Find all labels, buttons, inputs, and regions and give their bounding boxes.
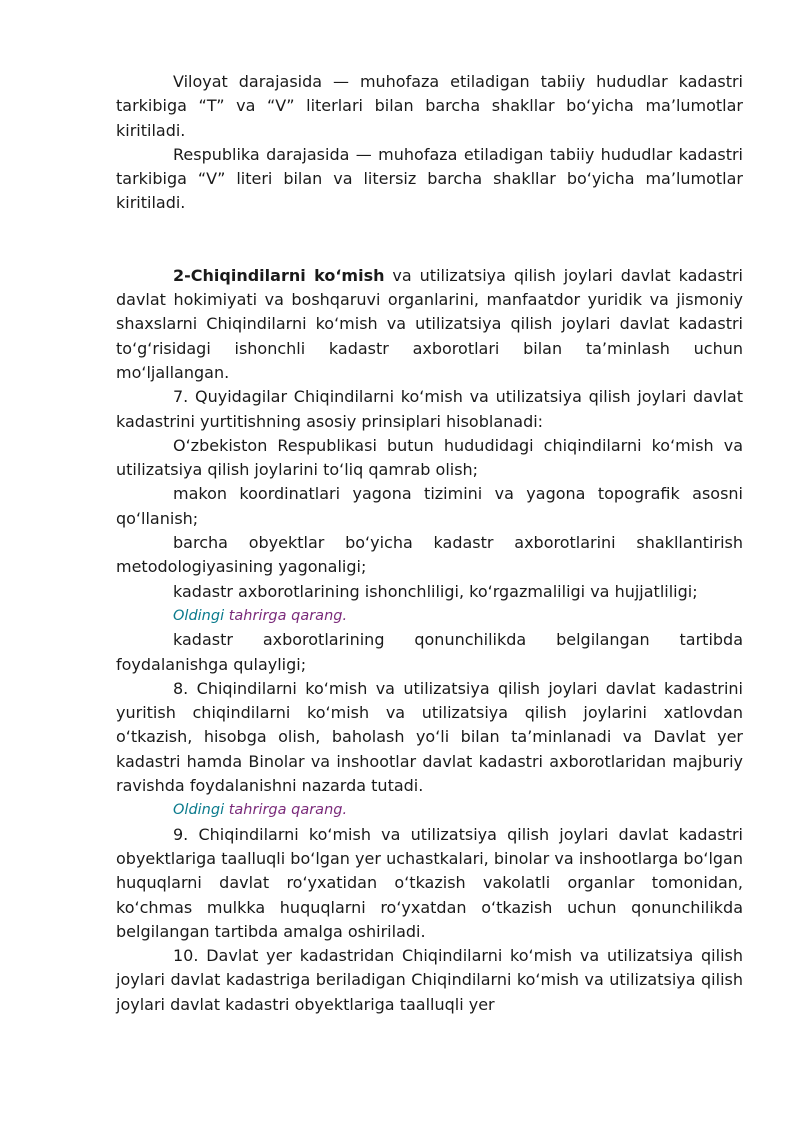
- paragraph-principle-methodology: barcha obyektlar bo‘yicha kadastr axborotlarini shakllantirish metodologiyasining yagonaligi;: [116, 533, 743, 577]
- previous-edition-link[interactable]: Oldingi: [173, 607, 225, 624]
- paragraph-item-9: 9. Chiqindilarni ko‘mish va utilizatsiya qilish joylari davlat kadastri obyektlariga taalluqli bo‘lgan yer uchastkalari, binolar va inshootlarga bo‘lgan huquqlarni davlat ro‘yxatidan o‘tkazish vakolatli organlar tomonidan, ko‘chmas mulkka huquqlarni ro‘yxatdan o‘tkazish uchun qonunchilikda belgilangan tartibda amalga oshiriladi.: [116, 824, 743, 941]
- paragraph-item-8: 8. Chiqindilarni ko‘mish va utilizatsiya qilish joylari davlat kadastrini yuritish chiqindilarni ko‘mish va utilizatsiya qilish joylarini xatlovdan o‘tkazish, hisobga olish, baholash yo‘li bilan ta’minlanadi va Davlat yer kadastri hamda Binolar va inshootlar davlat kadastri axborotlaridan majburiy ravishda foydalanishni nazarda tutadi.: [116, 678, 743, 796]
- previous-edition-link[interactable]: Oldingi: [173, 802, 225, 819]
- paragraph-item-7: 7. Quyidagilar Chiqindilarni ko‘mish va utilizatsiya qilish joylari davlat kadastrini yurtitishning asosiy prinsiplari hisoblanadi:: [116, 387, 743, 431]
- paragraph-section-2: [116, 264, 743, 385]
- previous-edition-link-text[interactable]: tahrirga qarang.: [224, 607, 348, 624]
- paragraph-principle-reliability: kadastr axborotlarining ishonchliligi, ko‘rgazmaliligi va hujjatliligi;: [173, 581, 698, 601]
- paragraph-principle-coordinates: makon koordinatlari yagona tizimini va yagona topografik asosni qo‘llanish;: [116, 484, 743, 528]
- document-page: [116, 70, 743, 1017]
- paragraph-respublika: Respublika darajasida — muhofaza etiladigan tabiiy hududlar kadastri tarkibiga “V” literi bilan va litersiz barcha shakllar bo‘yicha ma’lumotlar kiritiladi.: [116, 144, 743, 213]
- paragraph-viloyat: Viloyat darajasida — muhofaza etiladigan tabiiy hududlar kadastri tarkibiga “T” va “V” literlari bilan barcha shakllar bo‘yicha ma’lumotlar kiritiladi.: [116, 72, 743, 140]
- paragraph-item-10: 10. Davlat yer kadastridan Chiqindilarni ko‘mish va utilizatsiya qilish joylari davlat kadastriga beriladigan Chiqindilarni ko‘mish va utilizatsiya qilish joylari davlat kadastri obyektlariga taalluqli yer: [116, 946, 743, 1014]
- paragraph-principle-usability: kadastr axborotlarining qonunchilikda belgilangan tartibda foydalanishga qulayligi;: [116, 630, 743, 674]
- previous-edition-note[interactable]: [116, 604, 743, 628]
- previous-edition-link-text[interactable]: tahrirga qarang.: [224, 802, 348, 819]
- section-gap: [116, 216, 743, 264]
- section-heading: 2-Chiqindilarni ko‘mish: [173, 265, 385, 285]
- section-2-text: va utilizatsiya qilish joylari davlat kadastri davlat hokimiyati va boshqaruvi organlarini, manfaatdor yuridik va jismoniy shaxslarni Chiqindilarni ko‘mish va utilizatsiya qilish joylari davlat kadastri to‘g‘risidagi ishonchli kadastr axborotlari bilan ta’minlash uchun mo‘ljallangan.: [116, 265, 743, 382]
- paragraph-principle-coverage: O‘zbekiston Respublikasi butun hududidagi chiqindilarni ko‘mish va utilizatsiya qilish joylarini to‘liq qamrab olish;: [116, 435, 743, 480]
- previous-edition-note[interactable]: [116, 798, 743, 822]
